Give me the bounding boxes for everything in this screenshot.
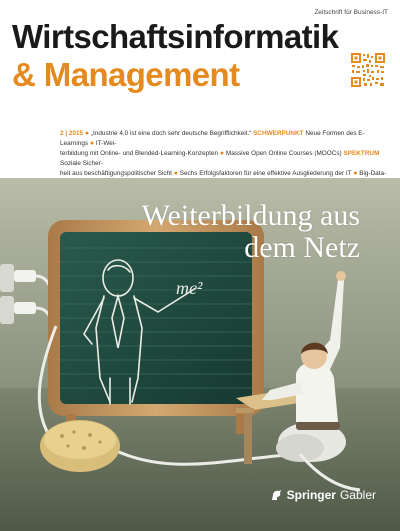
bullet-icon: ● — [219, 150, 225, 157]
qr-code-icon — [350, 52, 386, 88]
issue-number: 2 | 2015 — [60, 130, 84, 137]
publisher-name-bold: Springer — [286, 488, 336, 502]
contents-item: Neue Formen des E-Learnings — [60, 130, 365, 147]
section-spektrum: SPEKTRUM — [343, 150, 380, 157]
bullet-icon: ● — [84, 130, 90, 137]
springer-horse-icon — [269, 488, 283, 502]
section-schwerpunkt: SCHWERPUNKT — [253, 130, 304, 137]
magazine-title-line1: Wirtschaftsinformatik — [12, 18, 339, 55]
contents-item: Big-Data- — [359, 170, 387, 177]
contents-item: Sechs Erfolgsfaktoren für eine effektive Ausgliederung der IT — [179, 170, 352, 177]
contents-item: IT-Wei- — [95, 140, 117, 147]
contents-item: Massive Open Online Courses (MOOCs) — [225, 150, 342, 157]
publisher-logo — [269, 488, 376, 502]
cover-headline-line2: dem Netz — [244, 231, 360, 264]
chalk-formula: mc² — [176, 278, 203, 298]
cover-headline-line1: Weiterbildung aus — [141, 199, 360, 232]
contents-item: terbildung mit Online- und Blended-Learning-Konzepten — [60, 150, 219, 157]
publisher-name-regular: Gabler — [339, 488, 376, 502]
contents-item: Soziale Sicher- — [60, 160, 103, 167]
sponge — [40, 420, 120, 472]
bullet-icon: ● — [89, 140, 95, 147]
contents-item: „Industrie 4.0 ist eine doch sehr deutsche Begrifflichkeit.“ — [90, 130, 252, 137]
bullet-icon: ● — [353, 170, 358, 177]
magazine-tagline: Zeitschrift für Business-IT — [314, 9, 388, 16]
cover-headline — [142, 200, 360, 264]
bullet-icon: ● — [173, 170, 178, 177]
contents-item: heit aus beschäftigungspolitischer Sicht — [60, 170, 172, 177]
magazine-title-line2: & Management — [12, 56, 240, 93]
